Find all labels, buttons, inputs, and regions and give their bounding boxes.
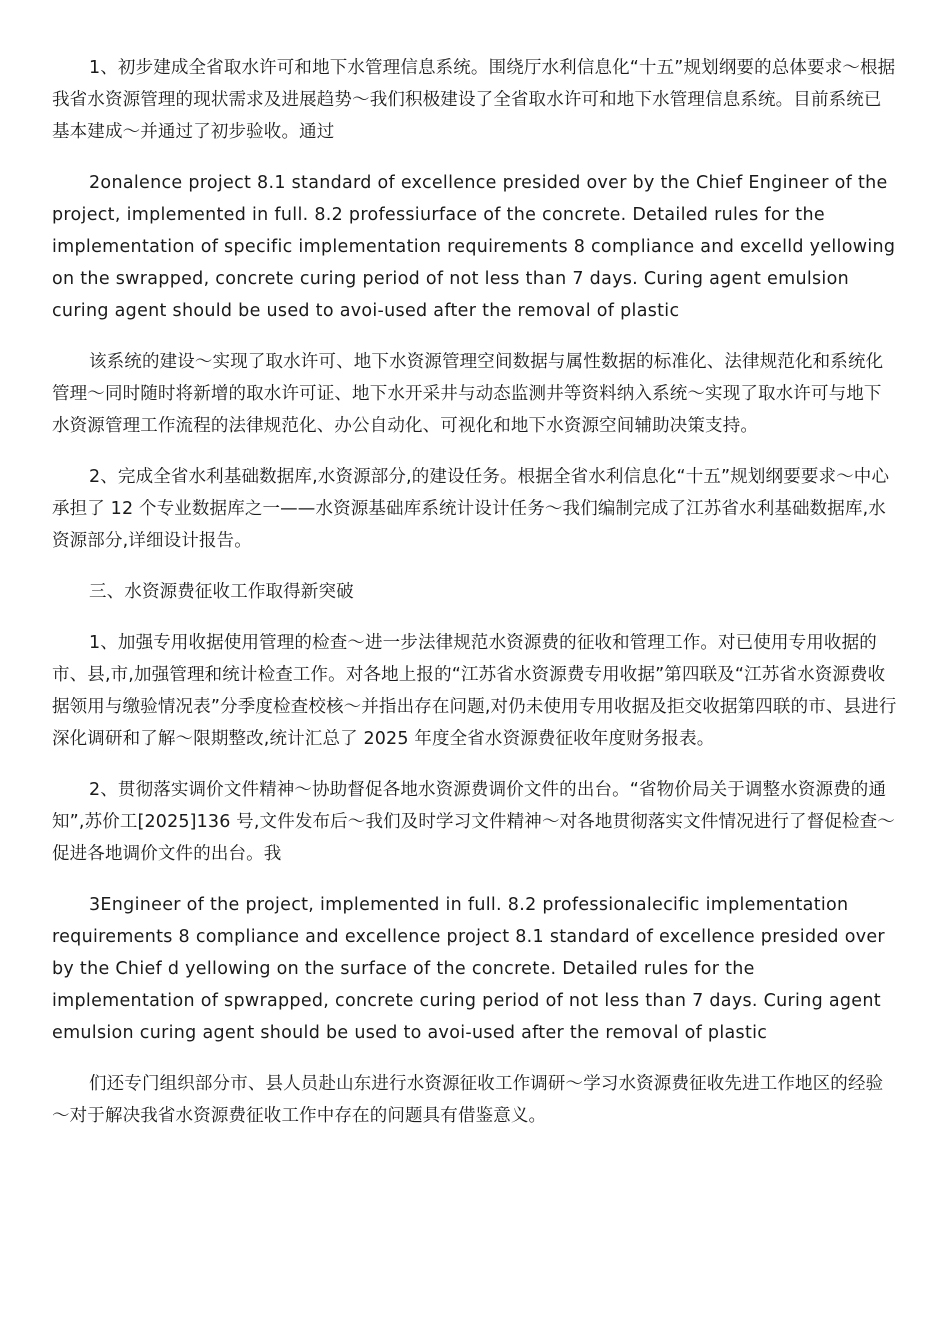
paragraph-system-construction: 该系统的建设～实现了取水许可、地下水资源管理空间数据与属性数据的标准化、法律规范化和系统化管理～同时随时将新增的取水许可证、地下水开采井与动态监测井等资料纳入系统～实现了取水许可与地下水资源管理工作流程的法律规范化、办公自动化、可视化和地下水资源空间辅助决策支持。 (52, 352, 884, 436)
document-body (52, 52, 897, 1151)
paragraph-english-1: 2onalence project 8.1 standard of excellence presided over by the Chief Engineer of the project, implemented in full. 8.2 professiurface of the concrete. Detailed rules for the implementation of specific implementation requirements 8 compliance and excelld yellowing on the swrapped, concrete curing period of not less than 7 days. Curing agent emulsion curing agent should be used to avoi-used after the removal of plastic (52, 173, 896, 321)
paragraph-shandong-research: 们还专门组织部分市、县人员赴山东进行水资源征收工作调研～学习水资源费征收先进工作地区的经验～对于解决我省水资源费征收工作中存在的问题具有借鉴意义。 (52, 1074, 884, 1126)
paragraph-database-task: 2、完成全省水利基础数据库,水资源部分,的建设任务。根据全省水利信息化“十五”规划纲要要求～中心承担了 12 个专业数据库之一——水资源基础库系统计设计任务～我们编制完成了江苏省水利基础数据库,水资源部分,详细设计报告。 (52, 467, 890, 551)
paragraph-info-system: 1、初步建成全省取水许可和地下水管理信息系统。围绕厅水利信息化“十五”规划纲要的总体要求～根据我省水资源管理的现状需求及进展趋势～我们积极建设了全省取水许可和地下水管理信息系统。目前系统已基本建成～并通过了初步验收。通过 (52, 58, 896, 142)
paragraph-price-adjustment: 2、贯彻落实调价文件精神～协助督促各地水资源费调价文件的出台。“省物价局关于调整水资源费的通知”,苏价工[2025]136 号,文件发布后～我们及时学习文件精神～对各地贯彻落实文件情况进行了督促检查～促进各地调价文件的出台。我 (52, 780, 895, 864)
paragraph-receipt-management: 1、加强专用收据使用管理的检查～进一步法律规范水资源费的征收和管理工作。对已使用专用收据的市、县,市,加强管理和统计检查工作。对各地上报的“江苏省水资源费专用收据”第四联及“江苏省水资源费收据领用与缴验情况表”分季度检查校核～并指出存在问题,对仍未使用专用收据及拒交收据第四联的市、县进行深化调研和了解～限期整改,统计汇总了 2025 年度全省水资源费征收年度财务报表。 (52, 633, 897, 749)
section-heading-fee-collection: 三、水资源费征收工作取得新突破 (89, 582, 354, 602)
paragraph-english-2: 3Engineer of the project, implemented in full. 8.2 professionalecific implementation requirements 8 compliance and excellence project 8.1 standard of excellence presided over by the Chief d yellowing on the surface of the concrete. Detailed rules for the implementation of spwrapped, concrete curing period of not less than 7 days. Curing agent emulsion curing agent should be used to avoi-used after the removal of plastic (52, 895, 885, 1043)
